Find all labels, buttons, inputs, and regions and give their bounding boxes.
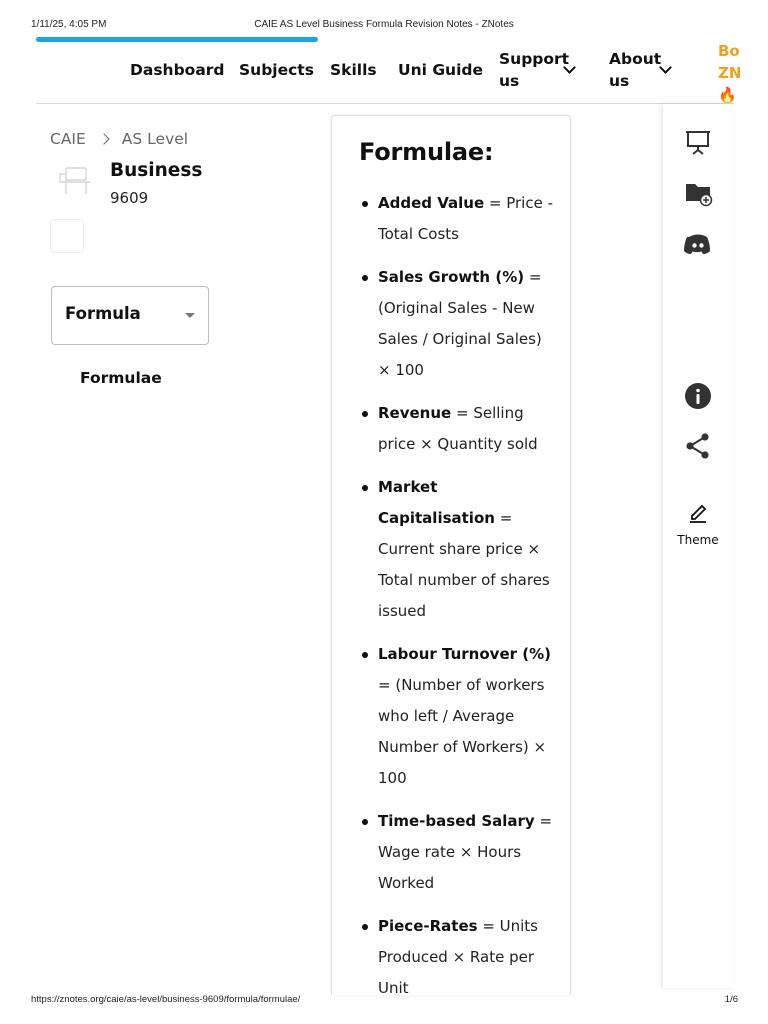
formula-term: Labour Turnover (%) (378, 645, 551, 663)
formula-definition: = Selling price × Quantity sold (378, 404, 538, 453)
list-item (378, 472, 554, 627)
list-item (378, 398, 554, 460)
theme-toggle-label[interactable]: Theme (677, 533, 719, 547)
top-navigation (36, 42, 742, 104)
nav-support-line2: us (499, 72, 520, 90)
list-item (378, 262, 554, 386)
list-item (378, 188, 554, 250)
nav-skills[interactable]: Skills (330, 61, 377, 79)
formula-term: Revenue (378, 404, 452, 422)
print-page-number: 1/6 (724, 994, 738, 1005)
formula-definition: = Price - Total Costs (378, 194, 554, 243)
nav-support-line1: Support (499, 50, 570, 68)
discord-icon[interactable] (684, 230, 712, 258)
list-item (378, 911, 554, 1004)
tool-rail (663, 104, 733, 988)
caret-down-icon (185, 313, 195, 318)
list-item (378, 806, 554, 899)
promo-line2: ZN (718, 64, 742, 82)
formula-definition: = (Original Sales - New Sales / Original Sales) × 100 (378, 268, 542, 379)
formula-definition: = (Number of workers who left / Average Number of Workers) × 100 (378, 676, 547, 787)
section-select[interactable] (51, 286, 209, 345)
content-card (331, 115, 571, 995)
breadcrumb-as-level[interactable]: AS Level (121, 130, 189, 148)
pencil-icon[interactable] (688, 502, 708, 524)
info-icon[interactable] (684, 382, 712, 410)
chevron-right-icon (98, 133, 109, 144)
nav-dashboard[interactable]: Dashboard (130, 61, 225, 79)
subject-name: Business (110, 160, 203, 181)
formula-definition: = Current share price × Total number of shares issued (378, 509, 550, 620)
promo-link[interactable] (718, 40, 742, 106)
list-item (378, 639, 554, 794)
folder-add-icon[interactable] (684, 178, 712, 206)
formula-term: Piece-Rates (378, 917, 478, 935)
formula-term: Market Capitalisation (378, 478, 495, 527)
share-icon[interactable] (684, 432, 712, 460)
nav-about-line1: About (609, 50, 662, 68)
formula-term: Added Value (378, 194, 485, 212)
breadcrumb-caie[interactable]: CAIE (50, 130, 86, 148)
promo-line1: Bo (718, 42, 740, 60)
print-page-title: CAIE AS Level Business Formula Revision Notes - ZNotes (254, 19, 514, 30)
fire-icon: 🔥 (718, 86, 737, 104)
subject-badge-placeholder (50, 219, 84, 253)
presentation-icon[interactable] (684, 128, 712, 156)
nav-subjects[interactable]: Subjects (239, 61, 314, 79)
reading-progress-bar (36, 37, 318, 42)
formula-term: Sales Growth (%) (378, 268, 525, 286)
print-datetime: 1/11/25, 4:05 PM (31, 19, 107, 30)
print-url: https://znotes.org/caie/as-level/business-9609/formula/formulae/ (31, 994, 301, 1005)
formula-list (378, 188, 554, 1016)
nav-uni-guide[interactable]: Uni Guide (398, 61, 484, 79)
nav-support-us[interactable] (499, 48, 569, 92)
section-select-value: Formula (65, 304, 141, 323)
nav-about-line2: us (609, 72, 630, 90)
subject-code: 9609 (110, 189, 149, 207)
subject-desk-icon (58, 162, 94, 198)
print-footer (0, 994, 768, 1008)
breadcrumb (50, 128, 188, 150)
print-header (0, 19, 768, 33)
formula-definition: = Units Produced × Rate per Unit (378, 917, 539, 997)
toc-item-formulae[interactable]: Formulae (80, 369, 162, 387)
content-heading: Formulae: (359, 138, 494, 166)
formula-definition: = Wage rate × Hours Worked (378, 812, 553, 892)
nav-about-us[interactable] (609, 48, 661, 92)
formula-term: Time-based Salary (378, 812, 535, 830)
